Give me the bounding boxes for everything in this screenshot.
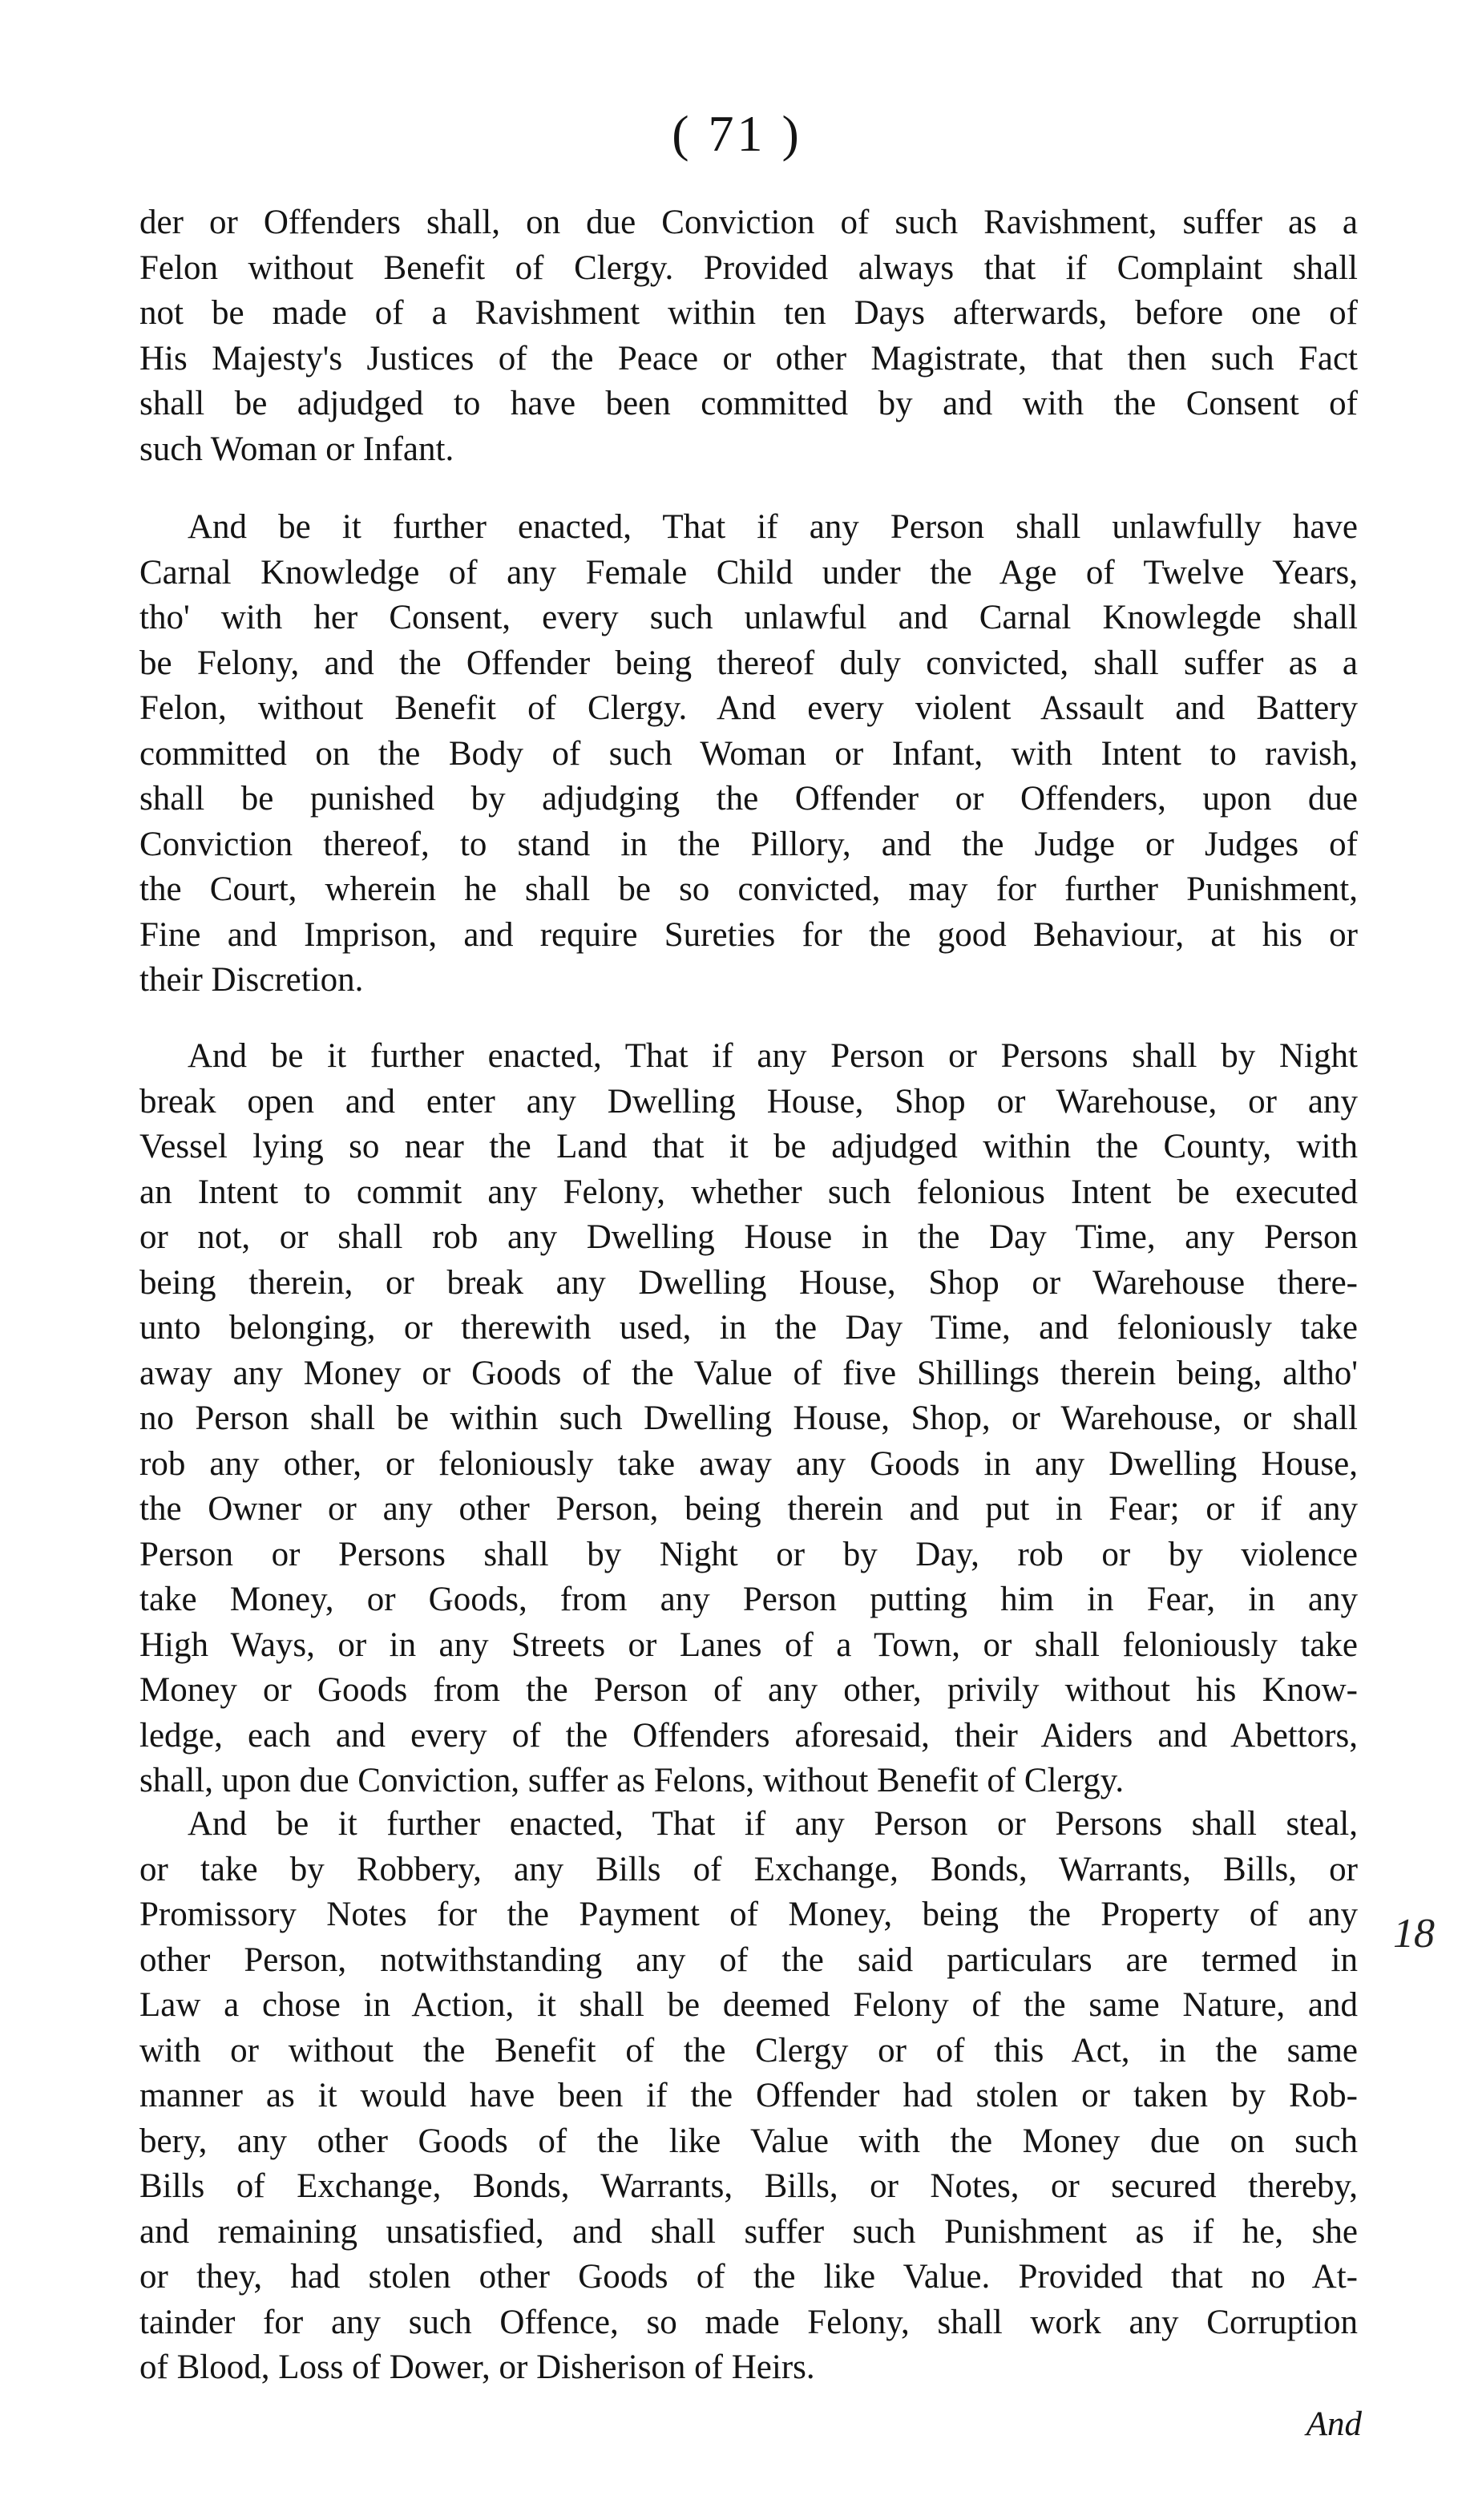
text-line: or take by Robbery, any Bills of Exchange, Bonds, Warrants, Bills, or xyxy=(139,1850,1358,1888)
text-line: shall be adjudged to have been committed by and with the Consent of xyxy=(139,385,1358,422)
text-line: an Intent to commit any Felony, whether such felonious Intent be executed xyxy=(139,1173,1358,1211)
text-line: and remaining unsatisfied, and shall suffer such Punishment as if he, she xyxy=(139,2212,1358,2251)
text-line: be Felony, and the Offender being thereof duly convicted, shall suffer as a xyxy=(139,644,1358,682)
text-line: Felon, without Benefit of Clergy. And every violent Assault and Battery xyxy=(139,689,1358,727)
text-line: tainder for any such Offence, so made Felony, shall work any Corruption xyxy=(139,2303,1358,2341)
text-line: Promissory Notes for the Payment of Money, being the Property of any xyxy=(139,1896,1358,1933)
text-line: being therein, or break any Dwelling House, Shop or Warehouse there- xyxy=(139,1263,1358,1302)
text-line: Fine and Imprison, and require Sureties for the good Behaviour, at his or xyxy=(139,915,1358,954)
text-line: take Money, or Goods, from any Person putting him in Fear, in any xyxy=(139,1581,1358,1618)
text-line: or they, had stolen other Goods of the like Value. Provided that no At- xyxy=(139,2258,1358,2296)
text-line: the Court, wherein he shall be so convicted, may for further Punishment, xyxy=(139,870,1358,908)
page-number: ( 71 ) xyxy=(672,105,802,162)
text-line: Conviction thereof, to stand in the Pillory, and the Judge or Judges of xyxy=(139,825,1358,863)
text-line: or not, or shall rob any Dwelling House in the Day Time, any Person xyxy=(139,1218,1358,1256)
paragraph-3 xyxy=(139,1034,1358,1804)
margin-note: 18 xyxy=(1393,1911,1435,1957)
paragraph-2 xyxy=(139,505,1358,1004)
text-line: such Woman or Infant. xyxy=(139,430,454,468)
text-line: their Discretion. xyxy=(139,961,364,999)
text-line: And be it further enacted, That if any Person or Persons shall by Night xyxy=(188,1037,1358,1075)
text-line: away any Money or Goods of the Value of five Shillings therein being, altho' xyxy=(139,1354,1358,1392)
text-line: Vessel lying so near the Land that it be adjudged within the County, with xyxy=(139,1128,1358,1165)
text-line: unto belonging, or therewith used, in the Day Time, and feloniously take xyxy=(139,1309,1358,1347)
text-line: tho' with her Consent, every such unlawful and Carnal Knowlegde shall xyxy=(139,599,1358,636)
text-line: High Ways, or in any Streets or Lanes of a Town, or shall feloniously take xyxy=(139,1625,1358,1664)
text-line: Person or Persons shall by Night or by Day, rob or by violence xyxy=(139,1535,1358,1573)
text-line: of Blood, Loss of Dower, or Disherison of Heirs. xyxy=(139,2348,815,2386)
text-line: rob any other, or feloniously take away any Goods in any Dwelling House, xyxy=(139,1444,1358,1483)
text-line: committed on the Body of such Woman or Infant, with Intent to ravish, xyxy=(139,734,1358,773)
text-line: And be it further enacted, That if any Person or Persons shall steal, xyxy=(188,1805,1358,1843)
paragraph-1 xyxy=(139,200,1358,472)
text-line: with or without the Benefit of the Clergy or of this Act, in the same xyxy=(139,2031,1358,2070)
text-line: shall, upon due Conviction, suffer as Felons, without Benefit of Clergy. xyxy=(139,1762,1125,1799)
text-line: the Owner or any other Person, being therein and put in Fear; or if any xyxy=(139,1490,1358,1528)
text-line: manner as it would have been if the Offender had stolen or taken by Rob- xyxy=(139,2077,1358,2114)
text-line: break open and enter any Dwelling House, Shop or Warehouse, or any xyxy=(139,1082,1358,1121)
text-line: Carnal Knowledge of any Female Child under the Age of Twelve Years, xyxy=(139,553,1358,592)
text-line: ledge, each and every of the Offenders aforesaid, their Aiders and Abettors, xyxy=(139,1716,1358,1755)
catchword: And xyxy=(1306,2405,1362,2443)
text-line: His Majesty's Justices of the Peace or other Magistrate, that then such Fact xyxy=(139,339,1358,378)
text-line: bery, any other Goods of the like Value with the Money due on such xyxy=(139,2122,1358,2160)
text-line: shall be punished by adjudging the Offender or Offenders, upon due xyxy=(139,780,1358,818)
text-line: Money or Goods from the Person of any other, privily without his Know- xyxy=(139,1671,1358,1709)
text-line: And be it further enacted, That if any Person shall unlawfully have xyxy=(188,508,1358,546)
text-line: no Person shall be within such Dwelling House, Shop, or Warehouse, or shall xyxy=(139,1399,1358,1437)
text-line: Law a chose in Action, it shall be deemed Felony of the same Nature, and xyxy=(139,1986,1358,2024)
text-line: der or Offenders shall, on due Conviction of such Ravishment, suffer as a xyxy=(139,204,1358,241)
text-line: Felon without Benefit of Clergy. Provided always that if Complaint shall xyxy=(139,248,1358,287)
text-line: not be made of a Ravishment within ten Days afterwards, before one of xyxy=(139,294,1358,332)
text-line: other Person, notwithstanding any of the said particulars are termed in xyxy=(139,1940,1358,1979)
text-line: Bills of Exchange, Bonds, Warrants, Bills, or Notes, or secured thereby, xyxy=(139,2167,1358,2205)
paragraph-4 xyxy=(139,1802,1358,2391)
